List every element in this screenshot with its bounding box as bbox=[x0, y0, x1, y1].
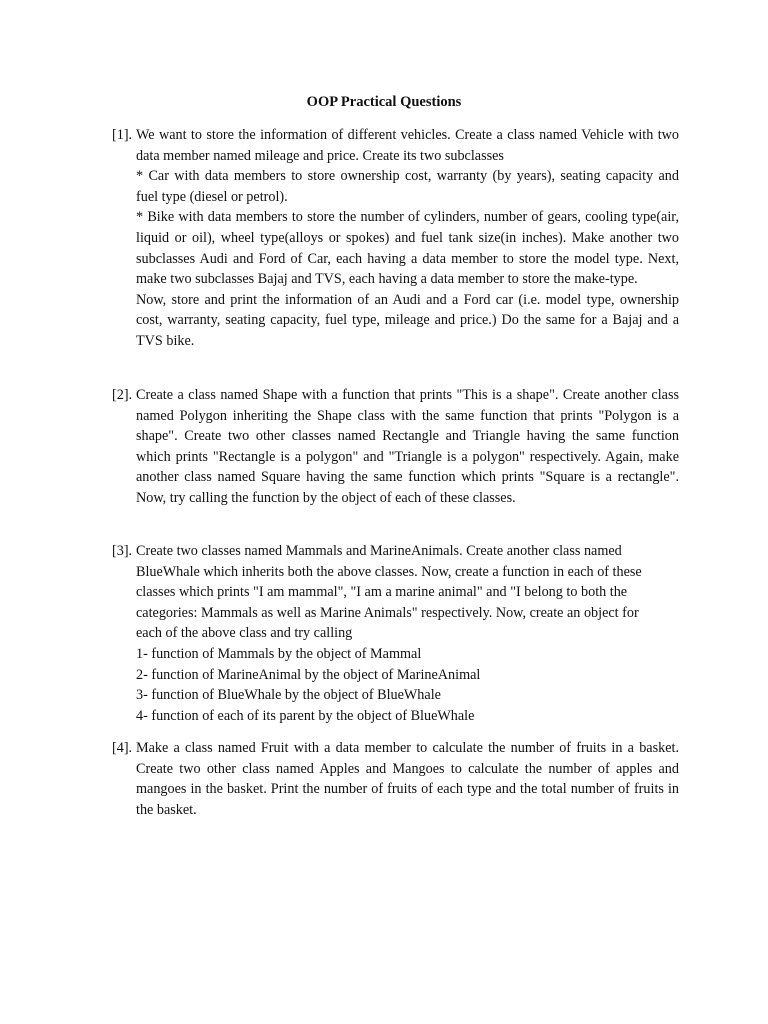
list-item: 4- function of each of its parent by the object of BlueWhale bbox=[136, 707, 475, 724]
question-4 bbox=[112, 738, 679, 820]
list-item: 1- function of Mammals by the object of Mammal bbox=[136, 645, 422, 662]
question-line: classes which prints "I am mammal", "I am a marine animal" and "I belong to both the bbox=[136, 584, 628, 601]
question-3 bbox=[112, 541, 679, 726]
question-body bbox=[136, 385, 679, 509]
list-item: 2- function of MarineAnimal by the object of MarineAnimal bbox=[136, 666, 481, 683]
question-line: categories: Mammals as well as Marine Animals" respectively. Now, create an object for bbox=[136, 604, 639, 621]
list-item: 3- function of BlueWhale by the object of BlueWhale bbox=[136, 687, 441, 704]
question-2 bbox=[112, 385, 679, 509]
question-paragraph: * Car with data members to store ownership cost, warranty (by years), seating capacity and fuel type (diesel or petrol). bbox=[136, 168, 679, 205]
document-title: OOP Practical Questions bbox=[306, 94, 462, 110]
question-body bbox=[136, 738, 679, 820]
question-body bbox=[136, 125, 679, 352]
question-line: Create two classes named Mammals and MarineAnimals. Create another class named bbox=[136, 543, 622, 559]
question-paragraph: Now, store and print the information of an Audi and a Ford car (i.e. model type, ownership cost, warranty, seating capacity, fuel type, mileage and price.) Do the same for a Bajaj and a TVS bike. bbox=[136, 291, 679, 349]
question-number: [3]. bbox=[112, 543, 133, 559]
question-number: [4]. bbox=[112, 740, 133, 756]
question-number: [2]. bbox=[112, 387, 133, 403]
question-line: BlueWhale which inherits both the above classes. Now, create a function in each of these bbox=[136, 563, 642, 580]
question-body bbox=[136, 541, 679, 726]
question-1 bbox=[112, 125, 679, 352]
question-paragraph: * Bike with data members to store the number of cylinders, number of gears, cooling type(air, liquid or oil), wheel type(alloys or spokes) and fuel tank size(in inches). Make another two subclasses Audi and Ford of Car, each having a data member to store the model type. Next, make two subclasses Bajaj and TVS, each having a data member to store the make-type. bbox=[136, 209, 679, 288]
question-paragraph: Create a class named Shape with a function that prints "This is a shape". Create another class named Polygon inheriting the Shape class with the same function that prints "Polygon is a shape". Create two other classes named Rectangle and Triangle having the same function which prints "Rectangle is a polygon" and "Triangle is a polygon" respectively. Again, make another class named Square having the same function which prints "Square is a rectangle". Now, try calling the function by the object of each of these classes. bbox=[136, 387, 679, 506]
question-line: each of the above class and try calling bbox=[136, 625, 353, 642]
question-paragraph: We want to store the information of different vehicles. Create a class named Vehicle with two data member named mileage and price. Create its two subclasses bbox=[136, 127, 679, 164]
question-paragraph: Make a class named Fruit with a data member to calculate the number of fruits in a basket. Create two other class named Apples and Mangoes to calculate the number of apples and mangoes in the basket. Print the number of fruits of each type and the total number of fruits in the basket. bbox=[136, 740, 679, 818]
question-number: [1]. bbox=[112, 127, 133, 143]
